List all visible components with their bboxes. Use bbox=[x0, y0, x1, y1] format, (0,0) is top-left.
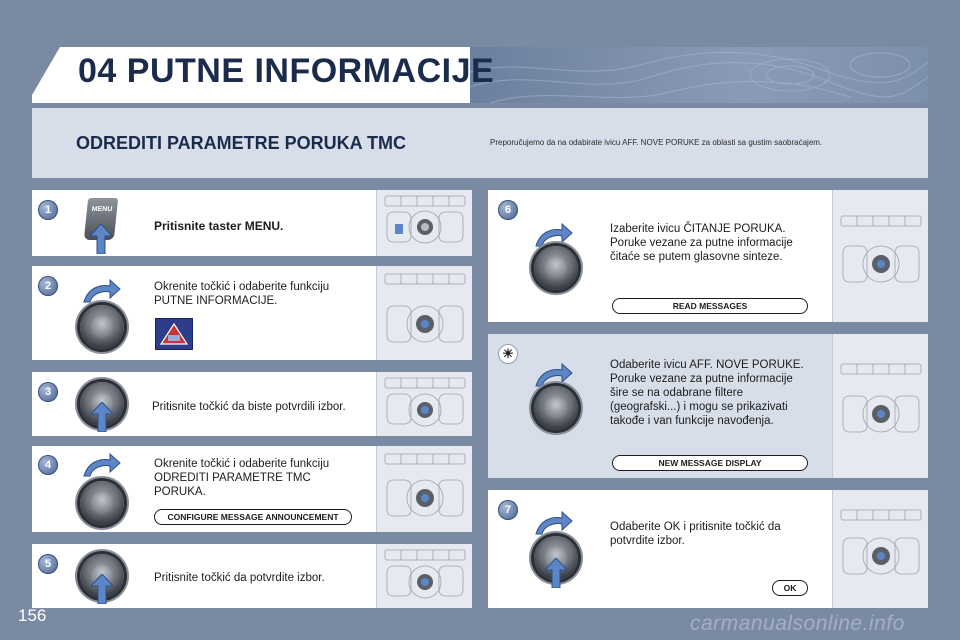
step-6-line-2: Poruke vezane za putne informacije bbox=[610, 237, 793, 249]
section-title: ODREDITI PARAMETRE PORUKA TMC bbox=[76, 133, 406, 153]
tip-line-4: (geografski...) i mogu se prikazivati bbox=[610, 401, 788, 413]
step-5-badge: 5 bbox=[38, 554, 58, 574]
read-messages-label: READ MESSAGES bbox=[612, 298, 808, 314]
step-2-badge: 2 bbox=[38, 276, 58, 296]
step-7-line-1: Odaberite OK i pritisnite točkić da bbox=[610, 521, 781, 533]
step-6-line-1: Izaberite ivicu ČITANJE PORUKA. bbox=[610, 223, 786, 235]
step-4-line-2: ODREDITI PARAMETRE TMC bbox=[154, 472, 311, 484]
rotary-knob[interactable] bbox=[534, 386, 578, 430]
step-1-text: Pritisnite taster MENU. bbox=[154, 219, 284, 233]
chapter-title: 04 PUTNE INFORMACIJE bbox=[78, 52, 495, 90]
rotate-arrow-icon bbox=[82, 452, 122, 478]
step-7-badge: 7 bbox=[498, 500, 518, 520]
step-2-line-2: PUTNE INFORMACIJE. bbox=[154, 295, 278, 307]
tip-line-1: Odaberite ivicu AFF. NOVE PORUKE. bbox=[610, 359, 804, 371]
press-arrow-icon bbox=[91, 402, 113, 432]
step-3-badge: 3 bbox=[38, 382, 58, 402]
tip-line-2: Poruke vezane za putne informacije bbox=[610, 373, 793, 385]
step-4-badge: 4 bbox=[38, 455, 58, 475]
rotate-arrow-icon bbox=[534, 362, 574, 388]
step-7-line-2: potvrdite izbor. bbox=[610, 535, 685, 547]
section-note: Preporučujemo da na odabirate ivicu AFF. NOVE PORUKE za oblasti sa gustim saobraćajem. bbox=[490, 138, 823, 147]
step-4-text bbox=[154, 457, 364, 499]
console-image bbox=[832, 490, 928, 608]
watermark: carmanualsonline.info bbox=[690, 612, 905, 635]
step-4-line-1: Okrenite točkić i odaberite funkciju bbox=[154, 458, 330, 470]
sun-icon: ☀ bbox=[498, 344, 518, 364]
console-image bbox=[376, 372, 472, 436]
console-image bbox=[832, 190, 928, 322]
menu-button[interactable]: MENU bbox=[84, 198, 118, 240]
step-6-line-3: čitaće se putem glasovne sinteze. bbox=[610, 251, 783, 263]
step-3-text: Pritisnite točkić da biste potvrdili izbor. bbox=[152, 401, 346, 413]
step-2-text bbox=[154, 280, 364, 308]
console-image bbox=[832, 334, 928, 478]
step-5-text: Pritisnite točkić da potvrdite izbor. bbox=[154, 572, 325, 584]
tip-line-5: takođe i van funkcije navođenja. bbox=[610, 415, 774, 427]
step-1-badge: 1 bbox=[38, 200, 58, 220]
console-image bbox=[376, 190, 472, 256]
rotate-arrow-icon bbox=[534, 222, 574, 248]
configure-message-announcement-label: CONFIGURE MESSAGE ANNOUNCEMENT bbox=[154, 509, 352, 525]
press-arrow-icon bbox=[90, 224, 112, 254]
console-image bbox=[376, 446, 472, 532]
step-6-text bbox=[610, 222, 825, 264]
rotate-arrow-icon bbox=[82, 278, 122, 304]
tip-line-3: šire se na odabrane filtere bbox=[610, 387, 743, 399]
press-arrow-icon bbox=[545, 558, 567, 588]
ok-label: OK bbox=[772, 580, 808, 596]
step-4-line-3: PORUKA. bbox=[154, 486, 206, 498]
rotary-knob[interactable] bbox=[80, 305, 124, 349]
step-7-text bbox=[610, 520, 825, 548]
rotary-knob[interactable] bbox=[80, 481, 124, 525]
traffic-info-icon bbox=[155, 318, 193, 350]
console-image bbox=[376, 544, 472, 608]
new-message-display-label: NEW MESSAGE DISPLAY bbox=[612, 455, 808, 471]
rotate-arrow-icon bbox=[534, 510, 574, 536]
tip-text bbox=[610, 358, 828, 428]
rotary-knob[interactable] bbox=[534, 246, 578, 290]
step-6-badge: 6 bbox=[498, 200, 518, 220]
header-map-decoration bbox=[470, 47, 928, 103]
press-arrow-icon bbox=[91, 574, 113, 604]
page-number: 156 bbox=[18, 606, 47, 625]
step-2-line-1: Okrenite točkić i odaberite funkciju bbox=[154, 281, 330, 293]
console-image bbox=[376, 266, 472, 360]
